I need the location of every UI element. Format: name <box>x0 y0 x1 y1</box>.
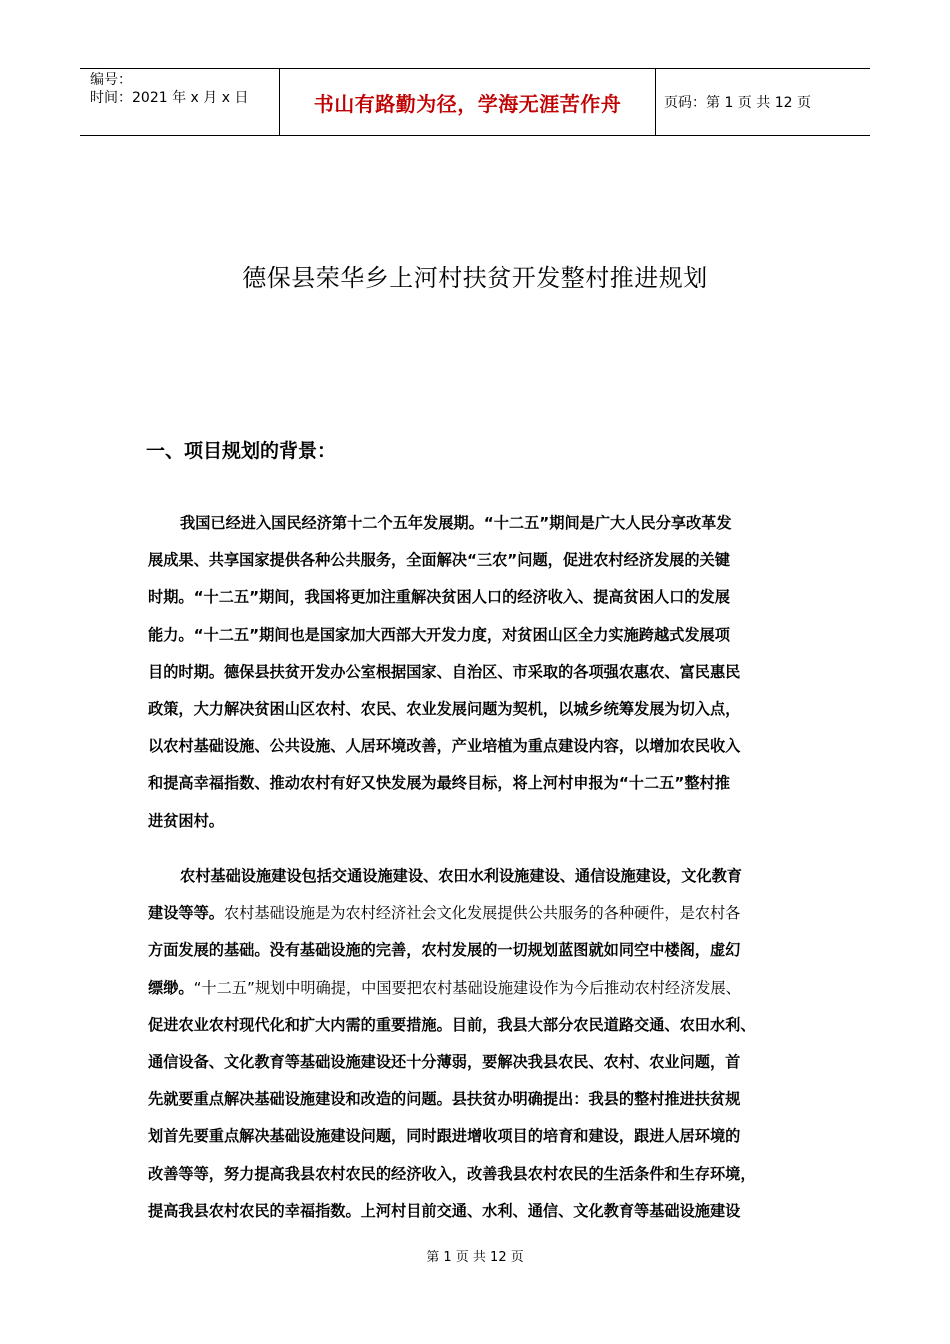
paragraph-line: 改善等等，努力提高我县农村农民的经济收入，改善我县农村农民的生活条件和生存环境， <box>148 1164 756 1183</box>
paragraph-line: 划首先要重点解决基础设施建设问题，同时跟进增收项目的培育和建设，跟进人居环境的 <box>148 1127 741 1146</box>
paragraph-line: 农村基础设施建设包括交通设施建设、农田水利设施建设、通信设施建设，文化教育 <box>180 867 742 885</box>
paragraph-fragment: “十二五”规划中明确提，中国要把农村基础设施建设作为今后推动农村经济发展、 <box>193 978 741 997</box>
paragraph-line: 我国已经进入国民经济第十二个五年发展期。“十二五”期间是广大人民分享改革发 <box>180 514 732 532</box>
paragraph-line: 时期。“十二五”期间，我国将更加注重解决贫困人口的经济收入、提高贫困人口的发展 <box>148 588 730 607</box>
document-title: 德保县荣华乡上河村扶贫开发整村推进规划 <box>242 264 708 292</box>
paragraph-line: 和提高幸福指数、推动农村有好又快发展为最终目标，将上河村申报为“十二五”整村推 <box>148 774 730 793</box>
paragraph-line <box>148 895 806 932</box>
paragraph-line <box>148 970 806 1007</box>
section-heading: 一、项目规划的背景： <box>146 440 337 462</box>
header-meta <box>80 69 280 135</box>
paragraph-line: 能力。“十二五”期间也是国家加大西部大开发力度，对贫困山区全力实施跨越式发展项 <box>148 625 730 644</box>
paragraph-line: 促进农业农村现代化和扩大内需的重要措施。目前，我县大部分农民道路交通、农田水利、 <box>148 1015 756 1034</box>
header-page-info: 页码：第 1 页 共 12 页 <box>664 95 811 111</box>
paragraph-fragment: 缥缈。 <box>148 978 194 997</box>
paragraph-line: 进贫困村。 <box>148 811 224 830</box>
paragraph-line: 展成果、共享国家提供各种公共服务，全面解决“三农”问题，促进农村经济发展的关键 <box>148 551 730 570</box>
paragraph-line: 提高我县农村农民的幸福指数。上河村目前交通、水利、通信、文化教育等基础设施建设 <box>148 1201 741 1220</box>
paragraph-2 <box>148 858 806 1230</box>
paragraph-line: 通信设备、文化教育等基础设施建设还十分薄弱，要解决我县农民、农村、农业问题，首 <box>148 1053 741 1072</box>
document-number-label: 编号： <box>90 72 132 88</box>
page-footer: 第 1 页 共 12 页 <box>426 1250 524 1265</box>
paragraph-line: 先就要重点解决基础设施建设和改造的问题。县扶贫办明确提出：我县的整村推进扶贫规 <box>148 1090 741 1109</box>
paragraph-line: 目的时期。德保县扶贫开发办公室根据国家、自治区、市采取的各项强农惠农、富民惠民 <box>148 662 741 681</box>
header-motto: 书山有路勤为径，学海无涯苦作舟 <box>280 69 656 135</box>
document-time-label: 时间：2021 年 x 月 x 日 <box>90 90 249 106</box>
paragraph-fragment: 建设等等。 <box>148 904 224 923</box>
paragraph-line: 以农村基础设施、公共设施、人居环境改善，产业培植为重点建设内容，以增加农民收入 <box>148 737 741 756</box>
paragraph-1 <box>148 505 806 840</box>
paragraph-fragment: 农村基础设施是为农村经济社会文化发展提供公共服务的各种硬件，是农村各 <box>223 904 741 923</box>
page-header <box>80 68 870 136</box>
paragraph-line: 政策，大力解决贫困山区农村、农民、农业发展问题为契机，以城乡统筹发展为切入点， <box>148 700 741 719</box>
paragraph-line: 方面发展的基础。没有基础设施的完善，农村发展的一切规划蓝图就如同空中楼阁，虚幻 <box>148 941 741 960</box>
